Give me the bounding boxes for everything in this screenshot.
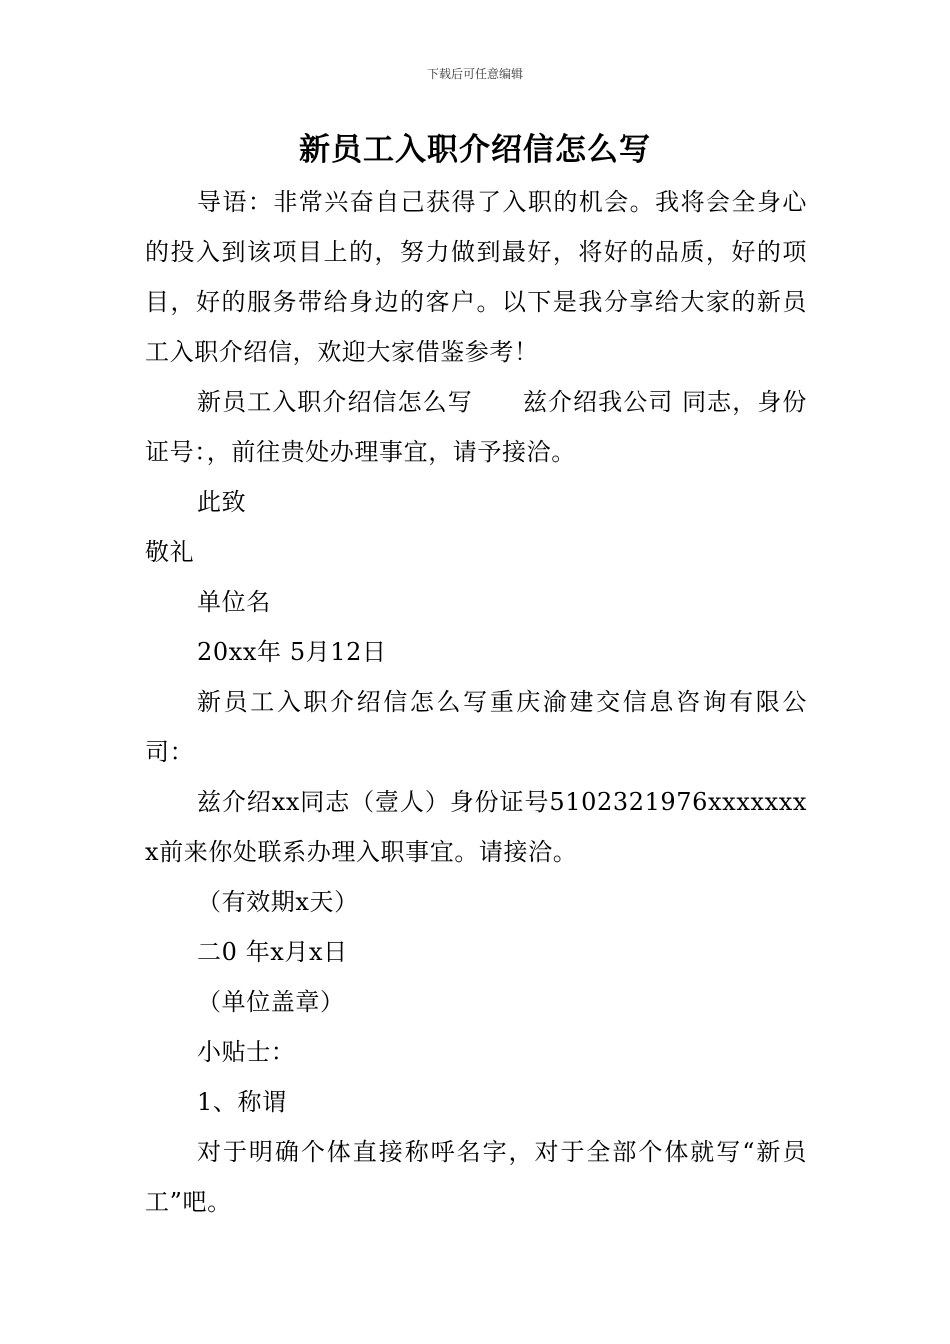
- intro-paragraph: 导语：非常兴奋自己获得了入职的机会。我将会全身心的投入到该项目上的，努力做到最好，将好的品质，好的项目，好的服务带给身边的客户。以下是我分享给大家的新员工入职介绍信，欢迎大家借鉴参考！: [145, 188, 807, 366]
- document-title: 新员工入职介绍信怎么写: [299, 132, 651, 168]
- closing-salutation: 此致: [197, 488, 247, 516]
- letter-two-heading: 新员工入职介绍信怎么写重庆渝建交信息咨询有限公司：: [145, 688, 807, 766]
- letter-two-body: 兹介绍xx同志（壹人）身份证号5102321976xxxxxxxx前来你处联系办理入职事宜。请接洽。: [145, 788, 807, 866]
- tip-one-title: 1、称谓: [197, 1088, 287, 1116]
- signature-date: 20xx年 5月12日: [197, 638, 387, 666]
- document-body: [145, 177, 807, 1227]
- tips-heading: 小贴士：: [197, 1038, 296, 1066]
- tip-one-body: 对于明确个体直接称呼名字，对于全部个体就写“新员工”吧。: [145, 1138, 807, 1216]
- header-note: 下载后可任意编辑: [426, 67, 523, 81]
- closing-regards: 敬礼: [145, 538, 195, 566]
- signature-unit: 单位名: [197, 588, 271, 616]
- seal-note: （单位盖章）: [197, 988, 345, 1016]
- letter-two-date: 二0 年x月x日: [197, 938, 348, 966]
- letter-one-body: 新员工入职介绍信怎么写 兹介绍我公司 同志，身份证号：，前往贵处办理事宜，请予接洽。: [145, 388, 807, 466]
- validity-note: （有效期x天）: [197, 888, 359, 916]
